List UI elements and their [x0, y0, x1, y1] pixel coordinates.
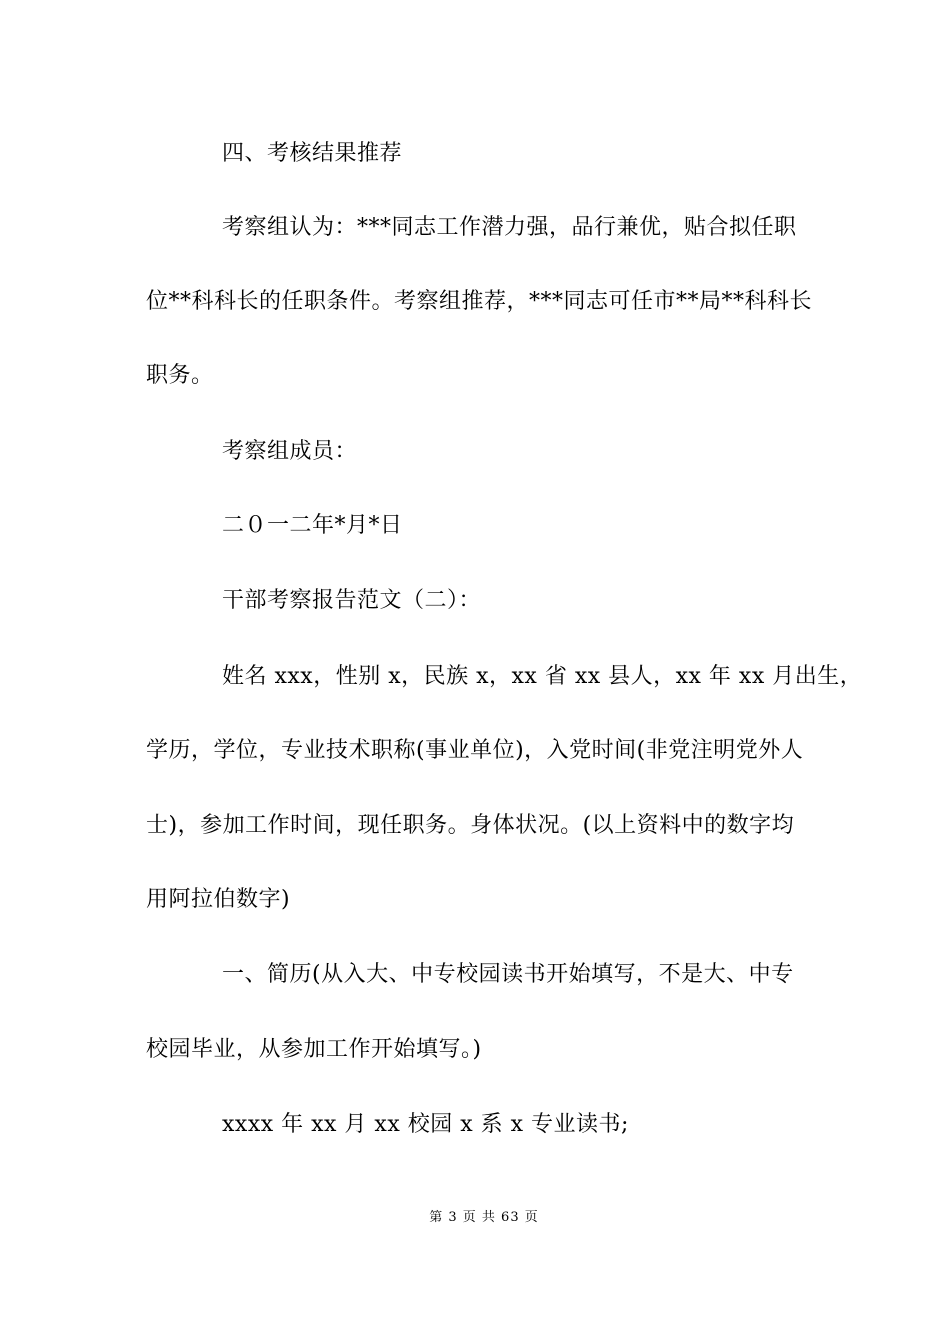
section-heading-resume: 一、简历(从入大、中专校园读书开始填写，不是大、中专 — [222, 962, 794, 987]
paragraph-line: 用阿拉伯数字) — [146, 887, 291, 912]
paragraph-line: 考察组认为：***同志工作潜力强，品行兼优，贴合拟任职 — [222, 215, 797, 240]
section-title-sample-two: 干部考察报告范文（二）： — [222, 588, 482, 613]
paragraph-line: 士)，参加工作时间，现任职务。身体状况。(以上资料中的数字均 — [146, 813, 795, 838]
date-line: 二０一二年*月*日 — [222, 513, 403, 538]
paragraph-line: 姓名 xxx，性别 x，民族 x，xx 省 xx 县人，xx 年 xx 月出生， — [222, 664, 863, 689]
paragraph-line: 位**科科长的任职条件。考察组推荐，***同志可任市**局**科科长 — [146, 289, 813, 314]
section-heading-assessment-result: 四、考核结果推荐 — [222, 141, 403, 166]
page-number-footer: 第 3 页 共 63 页 — [429, 1210, 539, 1225]
paragraph-line: 职务。 — [146, 363, 214, 388]
paragraph-line: 学历，学位，专业技术职称(事业单位)，入党时间(非党注明党外人 — [146, 738, 804, 763]
resume-entry: xxxx 年 xx 月 xx 校园 x 系 x 专业读书; — [222, 1112, 629, 1137]
paragraph-line: 校园毕业，从参加工作开始填写。) — [146, 1037, 482, 1062]
team-members-label: 考察组成员： — [222, 439, 358, 464]
